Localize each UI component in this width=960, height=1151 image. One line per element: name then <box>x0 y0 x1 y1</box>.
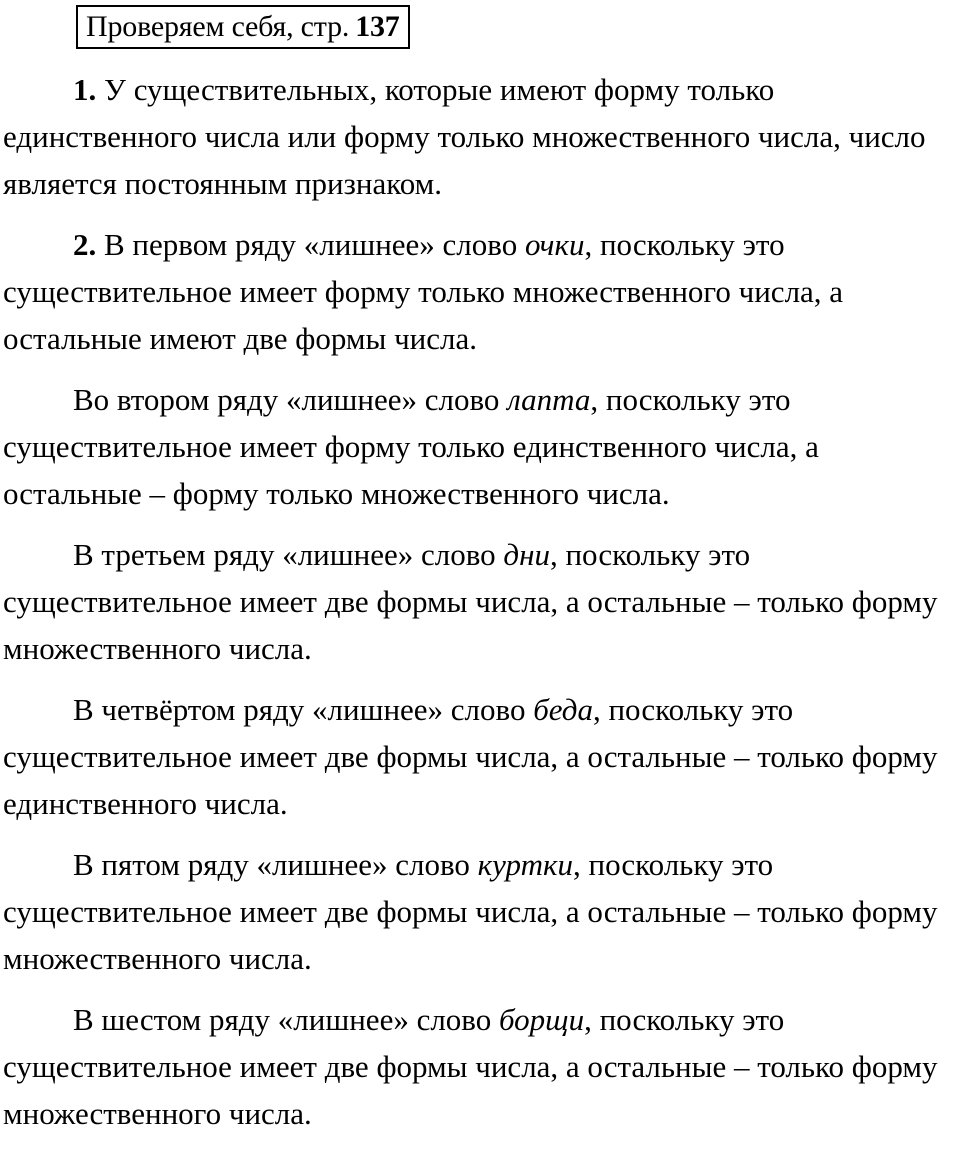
section-header-title: Проверяем себя, стр. <box>86 10 350 43</box>
row-5-paragraph <box>3 841 955 982</box>
row-2-paragraph <box>3 376 955 517</box>
answer-paragraph-1 <box>3 66 955 207</box>
paragraph-text: В третьем ряду «лишнее» слово <box>73 537 504 572</box>
paragraph-text: , поскольку это существительное имеет две формы числа, а остальные – только форму множественного числа. <box>3 1002 938 1131</box>
odd-word: борщи <box>498 1002 585 1037</box>
row-3-paragraph <box>3 531 955 672</box>
paragraph-text: У существительных, которые имеют форму только единственного числа или форму только множественного числа, число является постоянным признаком. <box>3 72 926 201</box>
section-header-box <box>76 5 410 49</box>
row-6-paragraph <box>3 996 955 1137</box>
paragraph-text: В пятом ряду «лишнее» слово <box>73 847 478 882</box>
answer-paragraph-2 <box>3 221 955 362</box>
answer-number: 1. <box>73 72 97 107</box>
paragraph-text: , поскольку это существительное имеет две формы числа, а остальные – только форму единственного числа. <box>3 692 938 821</box>
odd-word: очки <box>524 227 585 262</box>
paragraph-text: Во втором ряду «лишнее» слово <box>73 382 508 417</box>
odd-word: беда <box>533 692 593 727</box>
paragraph-text: В шестом ряду «лишнее» слово <box>73 1002 499 1037</box>
answer-text <box>3 66 955 1151</box>
odd-word: куртки <box>477 847 574 882</box>
odd-word: лапта <box>507 382 591 417</box>
paragraph-text: , поскольку это существительное имеет две формы числа, а остальные – только форму множественного числа. <box>3 847 938 976</box>
odd-word: дни <box>503 537 550 572</box>
row-4-paragraph <box>3 686 955 827</box>
paragraph-text: , поскольку это существительное имеет две формы числа, а остальные – только форму множественного числа. <box>3 537 938 666</box>
paragraph-text: В четвёртом ряду «лишнее» слово <box>73 692 534 727</box>
answer-number: 2. <box>73 227 97 262</box>
paragraph-text: В первом ряду «лишнее» слово <box>96 227 525 262</box>
paragraph-text: , поскольку это существительное имеет форму только множественного числа, а остальные имеют две формы числа. <box>3 227 844 356</box>
section-header-page-number: 137 <box>355 10 400 43</box>
paragraph-text: , поскольку это существительное имеет форму только единственного числа, а остальные – форму только множественного числа. <box>3 382 819 511</box>
